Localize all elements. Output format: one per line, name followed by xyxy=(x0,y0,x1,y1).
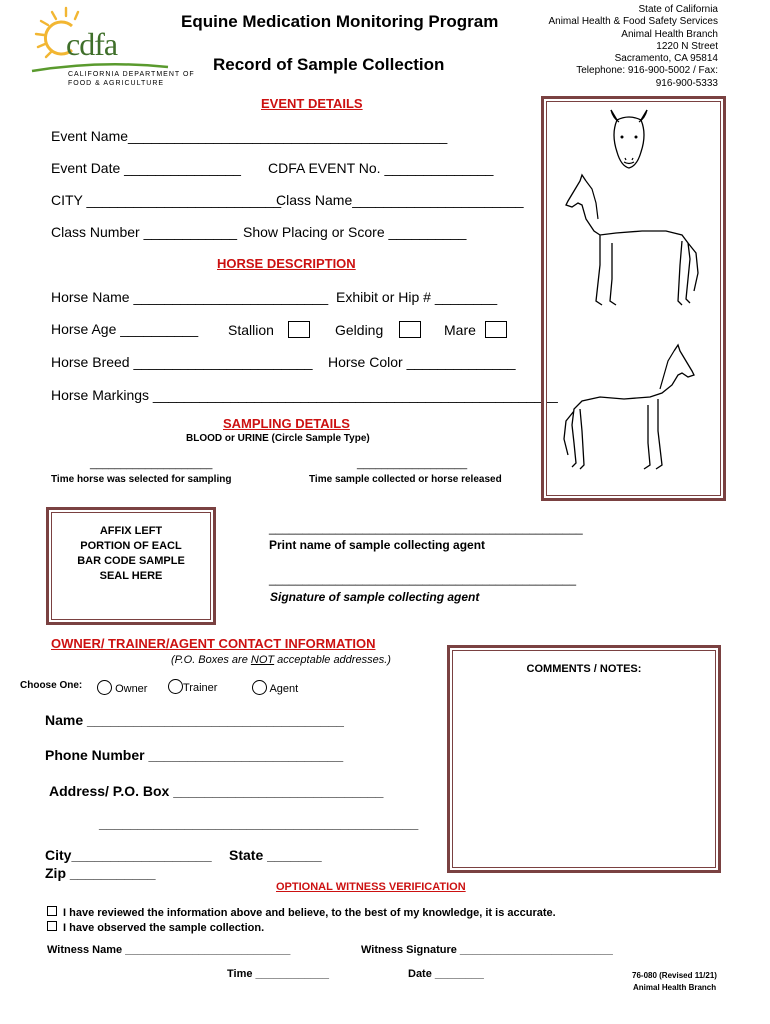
contact-heading: OWNER/ TRAINER/AGENT CONTACT INFORMATION xyxy=(51,636,376,651)
affix-line: PORTION OF EACL xyxy=(80,540,182,552)
stallion-label: Stallion xyxy=(228,322,274,338)
observed-checkbox[interactable] xyxy=(47,921,57,931)
accurate-label: I have reviewed the information above and believe, to the best of my knowledge, it is accurate. xyxy=(63,907,556,919)
signature-line[interactable]: ______________________________________________ xyxy=(269,572,576,586)
time-collected-label: Time sample collected or horse released xyxy=(309,474,502,485)
owner-radio[interactable] xyxy=(97,680,112,695)
phone-number-field[interactable]: Phone Number _________________________ xyxy=(45,747,344,763)
address-line-2[interactable]: _________________________________________ xyxy=(99,815,419,831)
stallion-checkbox[interactable] xyxy=(288,321,310,338)
affix-seal-box xyxy=(46,507,216,625)
horse-markings-field[interactable]: Horse Markings ____________________________________________________ xyxy=(51,387,558,403)
gelding-checkbox[interactable] xyxy=(399,321,421,338)
agency-line: Animal Health Branch xyxy=(621,28,718,40)
accurate-checkbox[interactable] xyxy=(47,906,57,916)
sampling-details-heading: SAMPLING DETAILS xyxy=(223,416,350,431)
witness-date-field[interactable]: Date ________ xyxy=(408,968,484,980)
witness-signature-field[interactable]: Witness Signature _________________________ xyxy=(361,944,613,956)
cdfa-logo xyxy=(30,4,195,90)
owner-option[interactable] xyxy=(97,680,147,695)
agent-label: Agent xyxy=(269,683,299,695)
contact-state-field[interactable]: State _______ xyxy=(229,847,322,863)
agent-radio[interactable] xyxy=(252,680,267,695)
trainer-radio[interactable] xyxy=(168,679,183,694)
comments-box xyxy=(447,645,721,873)
witness-time-field[interactable]: Time ____________ xyxy=(227,968,329,980)
agency-line: Telephone: 916-900-5002 / Fax: xyxy=(576,65,718,77)
sample-type-label: BLOOD or URINE (Circle Sample Type) xyxy=(186,433,370,444)
po-box-note-prefix: (P.O. Boxes are xyxy=(171,654,251,666)
footer-branch: Animal Health Branch xyxy=(633,983,717,992)
agency-line: Animal Health & Food Safety Services xyxy=(548,16,718,28)
class-number-field[interactable]: Class Number ____________ xyxy=(51,224,238,240)
horse-description-heading: HORSE DESCRIPTION xyxy=(217,256,356,271)
cdfa-event-no-field[interactable]: CDFA EVENT No. ______________ xyxy=(268,160,494,176)
print-name-label: Print name of sample collecting agent xyxy=(269,538,486,552)
mare-checkbox[interactable] xyxy=(485,321,507,338)
stallion-option[interactable] xyxy=(228,321,310,338)
horse-head-icon xyxy=(599,104,659,174)
horse-name-field[interactable]: Horse Name _________________________ xyxy=(51,289,329,305)
print-name-line[interactable]: _______________________________________________ xyxy=(269,521,583,535)
trainer-label: Trainer xyxy=(183,682,218,694)
affix-line: BAR CODE SAMPLE xyxy=(77,555,185,567)
po-box-note xyxy=(171,654,391,666)
form-title: Equine Medication Monitoring Program xyxy=(181,12,499,31)
affix-line: SEAL HERE xyxy=(99,570,163,582)
form-subtitle: Record of Sample Collection xyxy=(213,55,445,74)
agency-line: State of California xyxy=(638,4,718,15)
logo-subtext-1: CALIFORNIA DEPARTMENT OF xyxy=(68,71,195,78)
horse-diagram-frame xyxy=(541,96,726,501)
mare-option[interactable] xyxy=(444,321,507,338)
time-collected-line[interactable]: __________________ xyxy=(357,458,468,470)
contact-name-field[interactable]: Name _________________________________ xyxy=(45,712,344,728)
agency-line: Sacramento, CA 95814 xyxy=(614,53,718,65)
event-name-field[interactable]: Event Name_________________________________________ xyxy=(51,128,448,144)
witness-check-accurate[interactable] xyxy=(47,906,556,919)
contact-zip-field[interactable]: Zip ___________ xyxy=(45,865,156,881)
mare-label: Mare xyxy=(444,322,476,338)
witness-heading: OPTIONAL WITNESS VERIFICATION xyxy=(276,881,466,893)
po-box-note-suffix: acceptable addresses.) xyxy=(274,654,391,666)
agency-line: 1220 N Street xyxy=(656,40,718,52)
contact-city-field[interactable]: City__________________ xyxy=(45,847,212,863)
po-box-note-not: NOT xyxy=(250,654,275,666)
horse-breed-field[interactable]: Horse Breed _______________________ xyxy=(51,354,313,370)
witness-name-field[interactable]: Witness Name ___________________________ xyxy=(47,944,291,956)
observed-label: I have observed the sample collection. xyxy=(63,922,265,934)
comments-label: COMMENTS / NOTES: xyxy=(526,663,642,675)
logo-text: cdfa xyxy=(66,26,118,62)
horse-right-side-icon xyxy=(554,339,704,479)
class-name-field[interactable]: Class Name______________________ xyxy=(276,192,524,208)
gelding-label: Gelding xyxy=(335,322,384,338)
horse-color-field[interactable]: Horse Color ______________ xyxy=(328,354,516,370)
event-date-field[interactable]: Event Date _______________ xyxy=(51,160,241,176)
gelding-option[interactable] xyxy=(335,321,421,338)
event-city-field[interactable]: CITY _________________________ xyxy=(51,192,282,208)
address-field[interactable]: Address/ P.O. Box ___________________________ xyxy=(49,783,384,799)
time-selected-line[interactable]: ____________________ xyxy=(90,458,213,470)
trainer-option[interactable] xyxy=(168,679,217,694)
witness-check-observed[interactable] xyxy=(47,921,264,934)
form-number: 76-080 (Revised 11/21) xyxy=(632,971,717,980)
affix-text xyxy=(49,524,213,584)
agent-option[interactable] xyxy=(252,680,298,695)
horse-left-side-icon xyxy=(556,169,706,319)
signature-label: Signature of sample collecting agent xyxy=(270,590,480,604)
horse-age-field[interactable]: Horse Age __________ xyxy=(51,321,199,337)
show-placing-field[interactable]: Show Placing or Score __________ xyxy=(243,224,467,240)
agency-address xyxy=(520,4,718,90)
owner-label: Owner xyxy=(115,683,148,695)
agency-line: 916-900-5333 xyxy=(655,77,718,89)
exhibit-hip-field[interactable]: Exhibit or Hip # ________ xyxy=(336,289,498,305)
event-details-heading: EVENT DETAILS xyxy=(261,96,363,111)
logo-subtext-2: FOOD & AGRICULTURE xyxy=(68,80,165,87)
time-selected-label: Time horse was selected for sampling xyxy=(51,474,232,485)
affix-line: AFFIX LEFT xyxy=(99,525,163,537)
choose-one-label: Choose One: xyxy=(20,680,83,691)
